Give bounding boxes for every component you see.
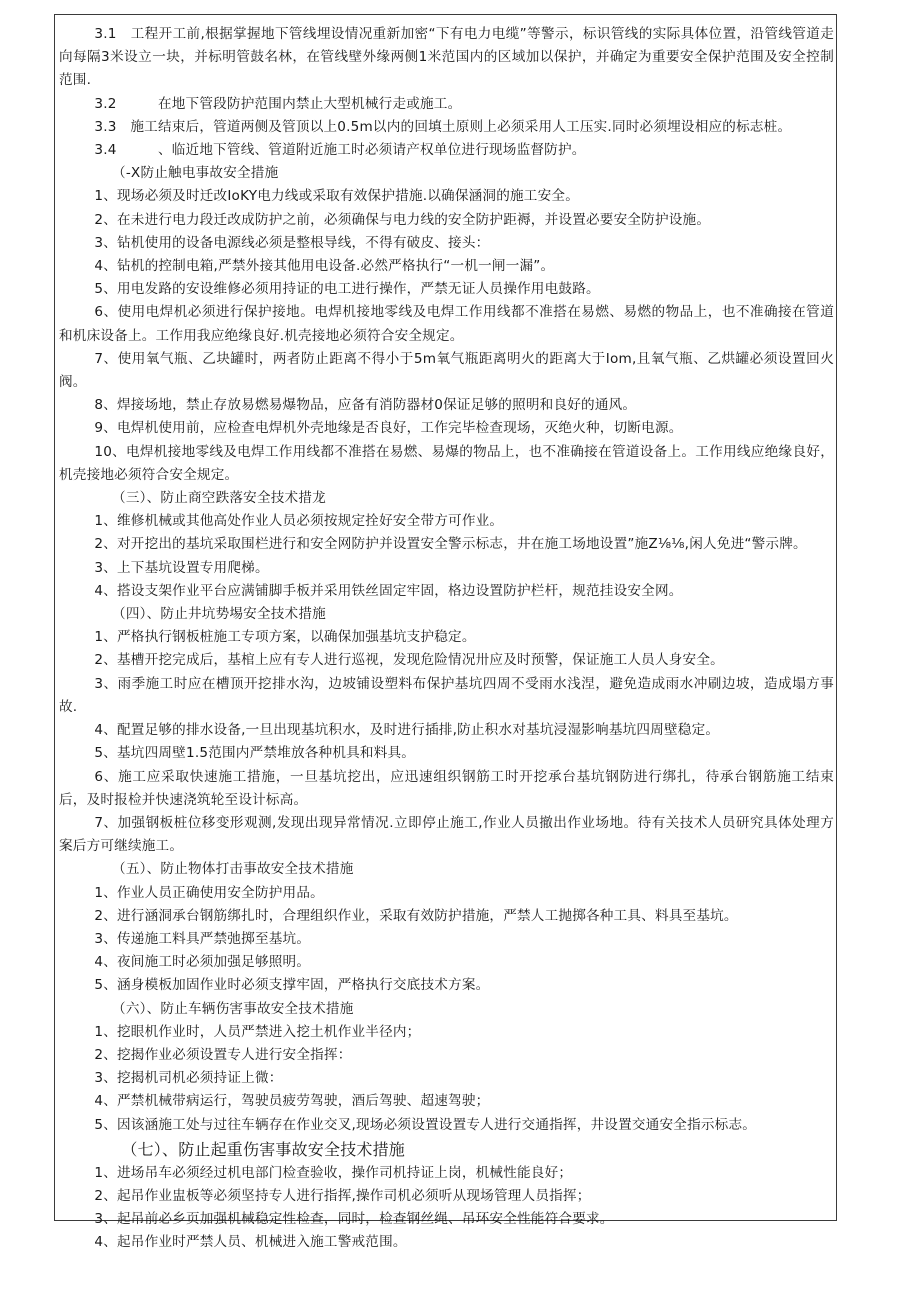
paragraph: 8、焊接场地，禁止存放易燃易爆物品，应备有消防器材0保证足够的照明和良好的通风。: [94, 397, 637, 414]
paragraph: 1、挖眼机作业时，人员严禁进入挖土机作业半径内；: [94, 1023, 421, 1040]
section-heading: （四）、防止井坑势埸安全技术措施: [112, 606, 326, 623]
paragraph: 7、使用氧气瓶、乙块罐时，两者防止距离不得小于5m氧气瓶距离明火的距离大于Iom,且氧气瓶、乙烘罐必须设置回火阀。: [59, 350, 834, 391]
paragraph: 5、涵身模板加固作业时必须支撑牢固，严格执行交底技术方案。: [94, 977, 490, 994]
paragraph: 7、加强钢板桩位移变形观测,发现出现异常情况.立即停止施工,作业人员撤出作业场地。待有关技术人员研究具体处理方案后方可继续施工。: [59, 814, 834, 855]
paragraph: 1、维修机械或其他高处作业人员必须按规定拴好安全带方可作业。: [94, 513, 504, 530]
paragraph: 5、用电发路的安设维修必须用持证的电工进行操作，严禁无证人员操作用电鼓路。: [94, 281, 600, 298]
paragraph: 3、传递施工料具严禁弛掷至基坑。: [94, 930, 311, 947]
paragraph: 4、夜间施工时必须加强足够照明。: [94, 954, 311, 971]
paragraph: 2、进行涵洞承台钢筋绑扎时，合理组织作业，采取有效防护措施，严禁人工抛掷各种工具、料具至基坑。: [94, 907, 738, 924]
paragraph: 4、搭设支架作业平台应满铺脚手板并采用铁丝固定牢固，格边设置防护栏杆，规范挂设安全网。: [94, 582, 683, 599]
paragraph: 3.3 施工结束后，管道两侧及管顶以上0.5m以内的回填土原则上必须采用人工压实.同时必须埋设相应的标志桩。: [94, 118, 792, 135]
paragraph: 1、作业人员正确使用安全防护用品。: [94, 884, 324, 901]
paragraph: 6、使用电焊机必须进行保护接地。电焊机接地零线及电焊工作用线都不准搭在易燃、易燃的物品上，也不准确接在管道和机床设备上。工作用我应绝缘良好.机壳接地必须符合安全规定。: [59, 304, 834, 344]
paragraph: 3、上下基坑设置专用爬梯。: [94, 559, 269, 576]
paragraph: 3.1 工程开工前,根据掌握地下管线埋设情况重新加密“下有电力电缆”等警示，标识管线的实际具体位置，沿管线管道走向每隔3米设立一块，并标明管鼓名林，在管线壁外缘两侧1米范国内的区域加以保护，并确定为重要安全保护范围及安全控制范围.: [59, 26, 834, 89]
paragraph: 1、进场吊车必须经过机电部门检查验收，操作司机持证上岗，机械性能良好；: [94, 1164, 573, 1181]
paragraph: 6、施工应采取快速施工措施，一旦基坑挖出，应迅速组织钢筋工时开挖承台基坑钢防进行绑扎，待承台钢筋施工结束后，及时报检并快速浇筑轮至设计标高。: [59, 768, 834, 808]
paragraph: 3、钻机使用的设备电源线必须是整根导线，不得有破皮、接头：: [94, 234, 490, 251]
paragraph: 3.4 、临近地下管线、管道附近施工时必须请产权单位进行现场监督防护。: [94, 142, 586, 159]
paragraph: 1、严格执行钢板桩施工专项方案，以确保加强基坑支护稳定。: [94, 629, 476, 646]
paragraph: 9、电焊机使用前，应检查电焊机外壳地缘是否良好，工作完毕检查现场，灭绝火种，切断电源。: [94, 420, 683, 437]
paragraph: 3、雨季施工时应在槽顶开挖排水沟，边坡铺设塑料布保护基坑四周不受雨水浅涅，避免造成雨水冲刷边坡，造成塌方事故.: [59, 675, 834, 715]
paragraph: 4、钻机的控制电箱,严禁外接其他用电设备.必然严格执行“一机一闸一漏”。: [94, 258, 555, 275]
paragraph: 2、挖揭作业必须设置专人进行安全指挥：: [94, 1046, 352, 1063]
paragraph: 4、起吊作业时严禁人员、机械进入施工警戒范围。: [94, 1234, 407, 1251]
section-heading: （七）、防止起重伤害事故安全技术措施: [121, 1139, 405, 1159]
paragraph: 4、严禁机械带病运行，驾驶员疲劳驾驶，酒后驾驶、超速驾驶；: [94, 1093, 490, 1110]
paragraph: 2、在未进行电力段迁改成防护之前，必须确保与电力线的安全防护距褥，并设置必要安全防护设施。: [94, 211, 711, 228]
paragraph: 1、现场必须及时迁改IoKY电力线或采取有效保护措施.以确保涵洞的施工安全。: [94, 188, 579, 205]
paragraph: 2、起吊作业盅板等必须坚持专人进行指挥,操作司机必须听从现场管理人员指挥；: [94, 1187, 591, 1204]
paragraph: 5、因该涵施工处与过往车辆存在作业交叉,现场必须设置设置专人进行交通指挥，井设置交通安全指示标志。: [94, 1116, 757, 1133]
section-heading: （三）、防止商空跌落安全技术措龙: [112, 490, 326, 507]
paragraph: 3、起吊前必乡页加强机械稳定性检查，同时，检查钢丝绳、吊环安全性能符合要求。: [94, 1211, 614, 1228]
section-heading: （五）、防止物体打击事故安全技术措施: [112, 861, 354, 878]
paragraph: 2、基槽开挖完成后，基棺上应有专人进行巡视，发现危险情况卅应及时预警，保证施工人员人身安全。: [94, 652, 724, 669]
paragraph: 5、基坑四周壁1.5范围内严禁堆放各种机具和料具。: [94, 745, 416, 762]
document-frame: [54, 14, 837, 1251]
paragraph: 4、配置足够的排水设备,一旦出现基坑积水，及时进行插排,防止积水对基坑浸湿影响基坑四周壁稳定。: [94, 722, 720, 739]
paragraph: 3.2 在地下管段防护范围内禁止大型机械行走或施工。: [94, 95, 462, 112]
paragraph: 10、电焊机接地零线及电焊工作用线都不准搭在易燃、易爆的物品上，也不准确接在管道设备上。工作用线应绝缘良好，机壳接地必须符合安全规定。: [59, 443, 834, 483]
section-heading: （六）、防止车辆伤害事故安全技术措施: [112, 1000, 354, 1017]
paragraph: 3、挖揭机司机必须持证上微：: [94, 1070, 283, 1087]
paragraph: 2、对开挖出的基坑采取围栏进行和安全网防护并设置安全警示标志，井在施工场地设置”施Z⅛⅛,闲人免进“警示牌。: [94, 536, 807, 553]
section-heading: （-X防止触电事故安全措施: [112, 165, 279, 182]
